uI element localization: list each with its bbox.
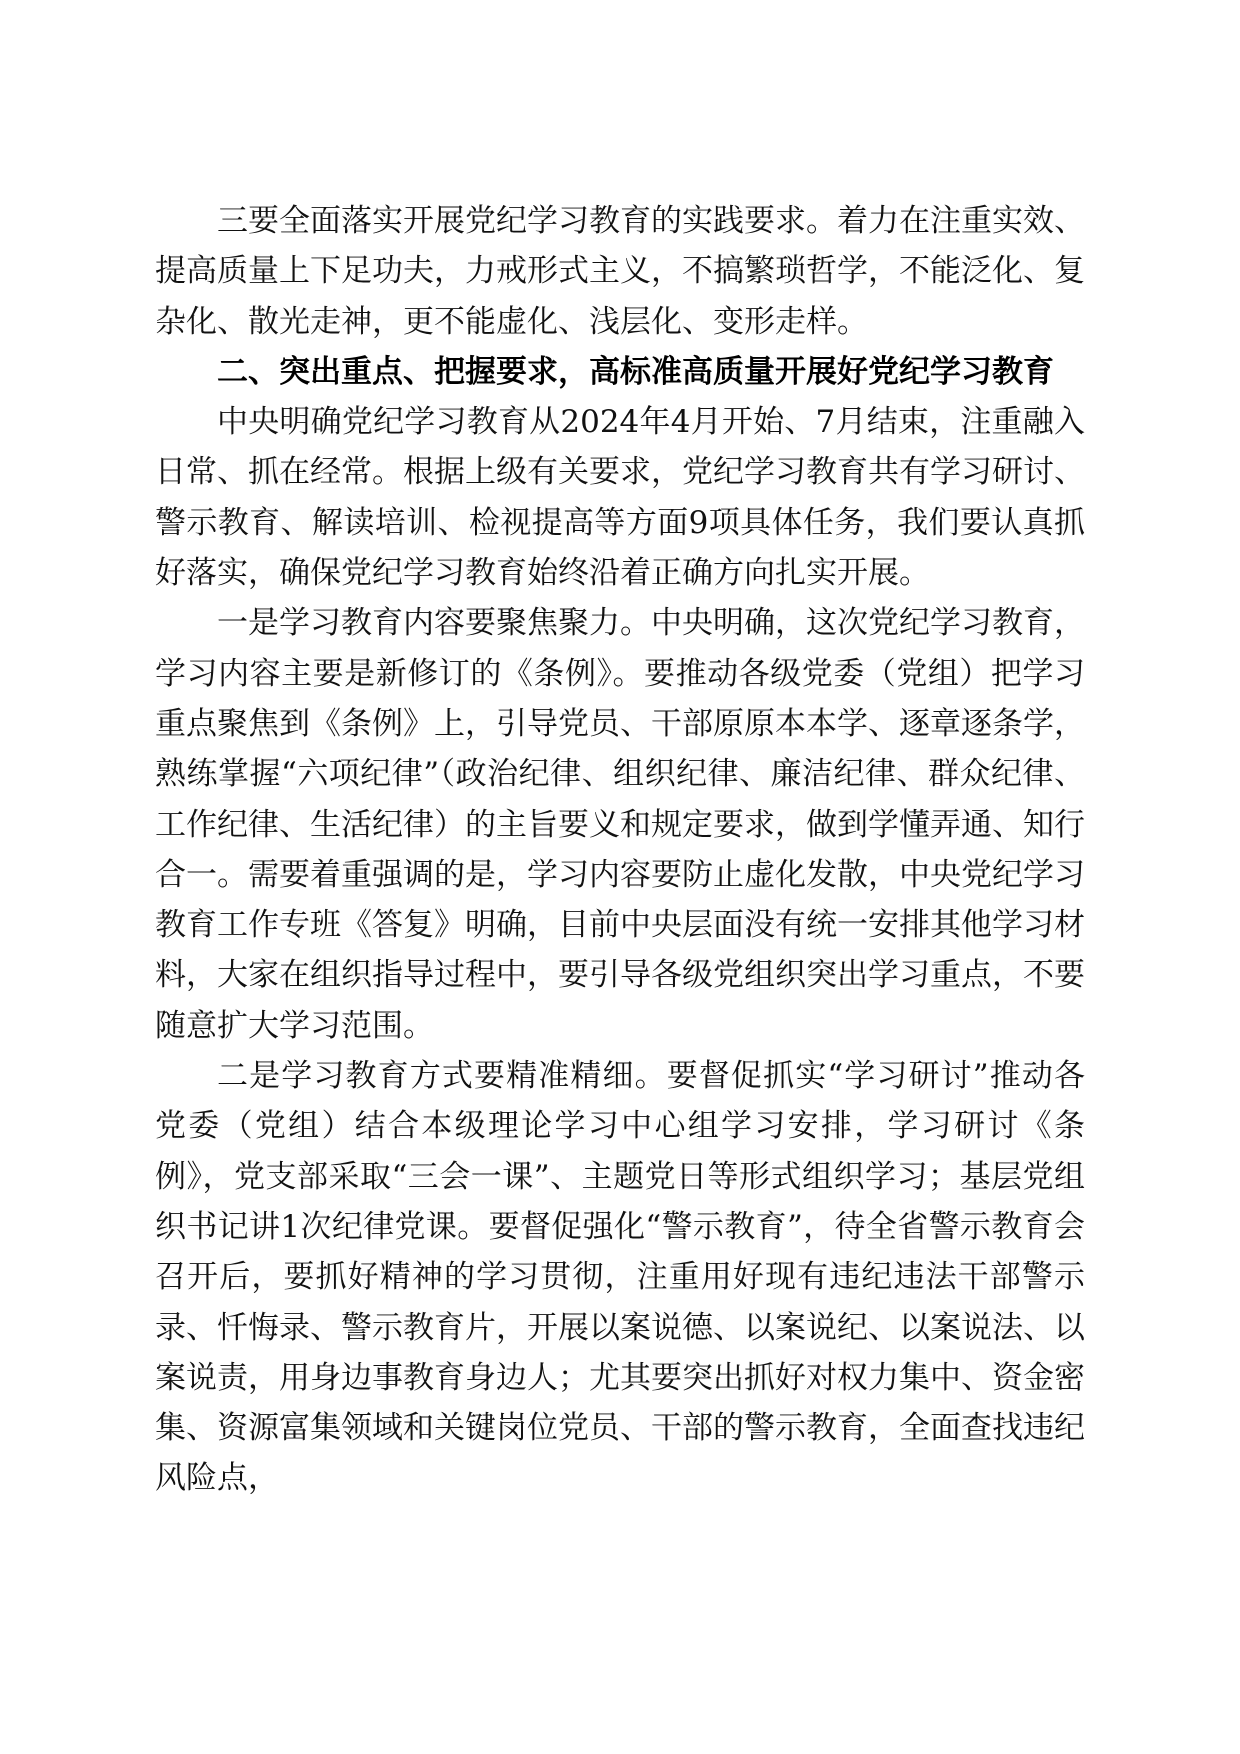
paragraph-practice-requirements: 三要全面落实开展党纪学习教育的实践要求。着力在注重实效、提高质量上下足功夫，力戒形式主义，不搞繁琐哲学，不能泛化、复杂化、散光走神，更不能虚化、浅层化、变形走样。	[155, 203, 1085, 340]
paragraph-learning-methods: 二是学习教育方式要精准精细。要督促抓实“学习研讨”推动各党委（党组）结合本级理论学习中心组学习安排，学习研讨《条例》，党支部采取“三会一课”、主题党日等形式组织学习；基层党组织书记讲1次纪律党课。要督促强化“警示教育”，待全省警示教育会召开后，要抓好精神的学习贯彻，注重用好现有违纪违法干部警示录、忏悔录、警示教育片，开展以案说德、以案说纪、以案说法、以案说责，用身边事教育身边人；尤其要突出抓好对权力集中、资金密集、资源富集领域和关键岗位党员、干部的警示教育，全面查找违纪风险点，	[155, 1058, 1085, 1497]
paragraph-learning-content: 一是学习教育内容要聚焦聚力。中央明确，这次党纪学习教育，学习内容主要是新修订的《条例》。要推动各级党委（党组）把学习重点聚焦到《条例》上，引导党员、干部原原本本学、逐章逐条学，熟练掌握“六项纪律”（政治纪律、组织纪律、廉洁纪律、群众纪律、工作纪律、生活纪律）的主旨要义和规定要求，做到学懂弄通、知行合一。需要着重强调的是，学习内容要防止虚化发散，中央党纪学习教育工作专班《答复》明确，目前中央层面没有统一安排其他学习材料，大家在组织指导过程中，要引导各级党组织突出学习重点，不要随意扩大学习范围。	[155, 605, 1085, 1044]
document-body	[155, 196, 1085, 1504]
paragraph-central-schedule: 中央明确党纪学习教育从2024年4月开始、7月结束，注重融入日常、抓在经常。根据上级有关要求，党纪学习教育共有学习研讨、警示教育、解读培训、检视提高等方面9项具体任务，我们要认真抓好落实，确保党纪学习教育始终沿着正确方向扎实开展。	[155, 404, 1085, 592]
section-heading-two: 二、突出重点、把握要求，高标准高质量开展好党纪学习教育	[217, 353, 1054, 390]
